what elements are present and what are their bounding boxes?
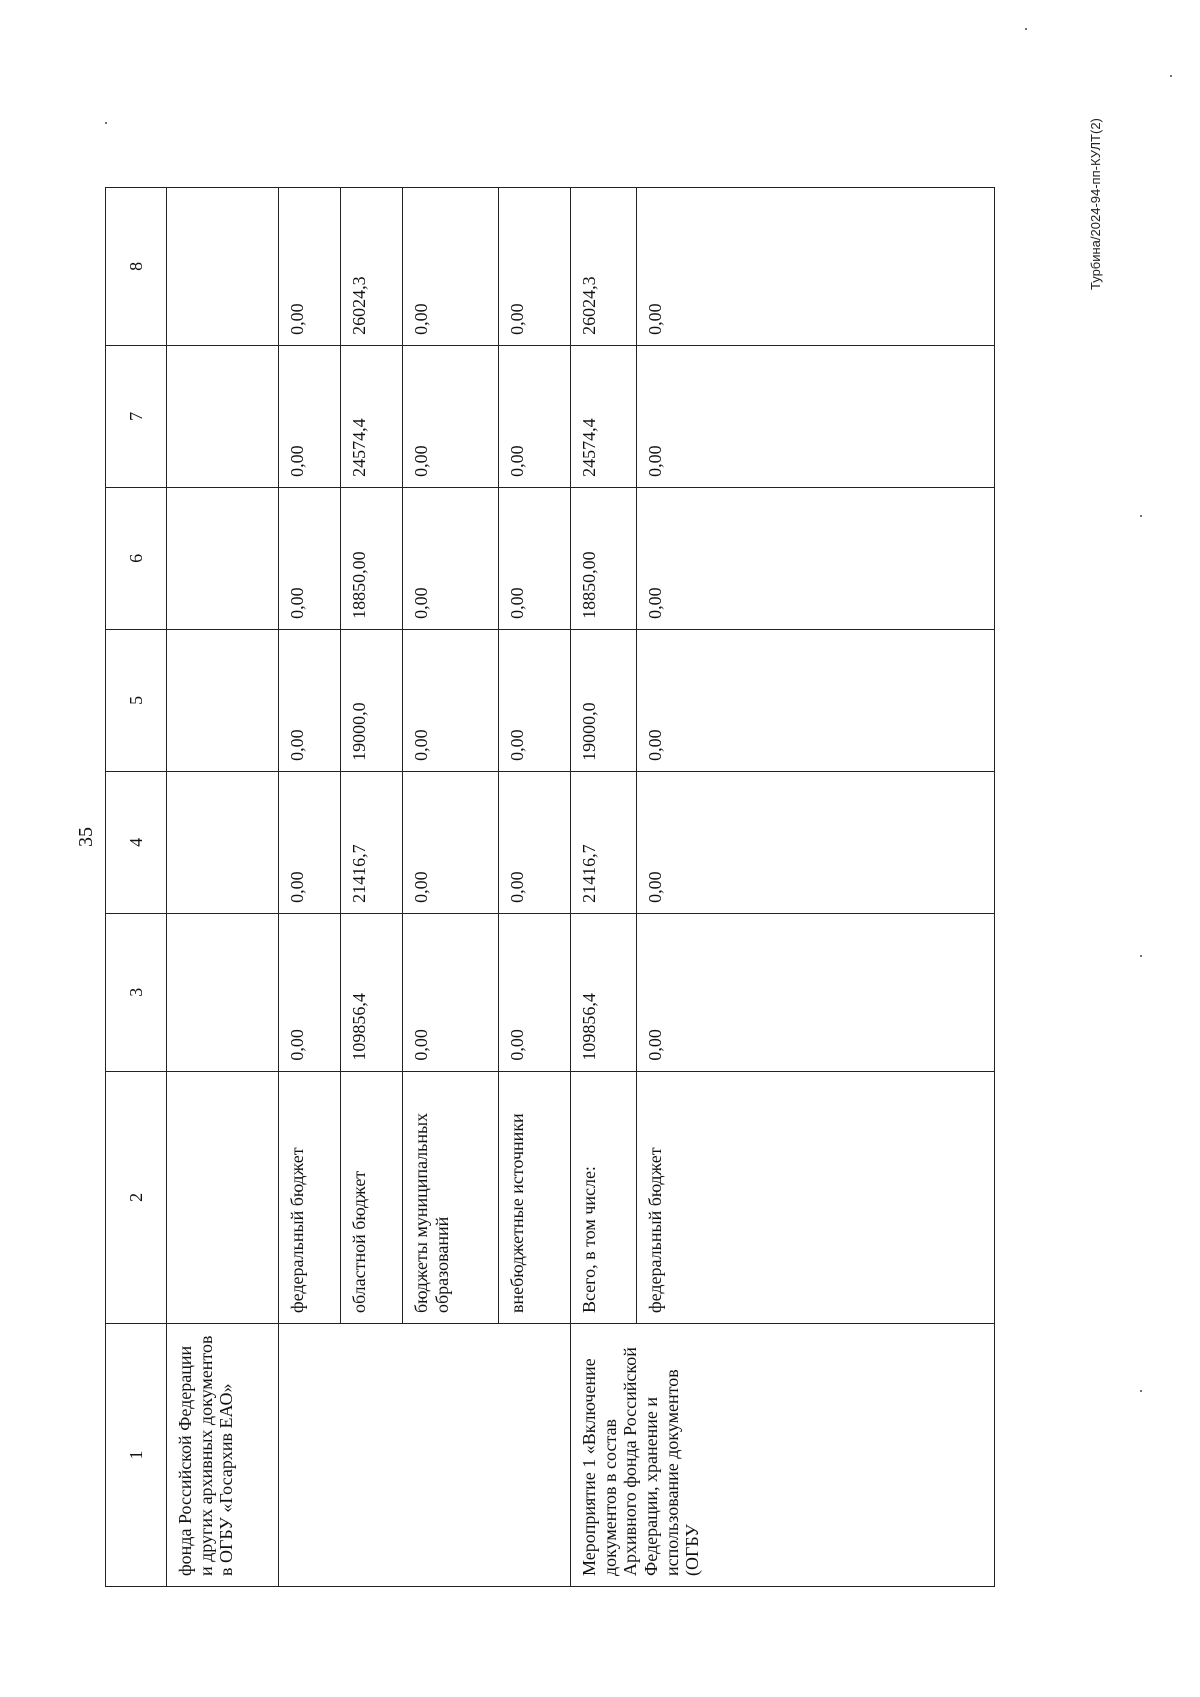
table-cell: 0,00 [279,487,341,629]
table-cell [167,487,279,629]
table-cell: Всего, в том числе: [571,1071,637,1323]
row-title: Мероприятие 1 «Включение документов в состав Архивного фонда Российской Федерации, хранение и использование документов (ОГБУ [571,1324,995,1587]
table-cell: бюджеты муниципальных образований [403,1071,499,1323]
table-cell: 0,00 [279,345,341,487]
table-cell: 109856,4 [571,913,637,1071]
scan-speck [1170,75,1172,77]
table-header-row [106,188,167,1587]
table-cell: 0,00 [499,771,571,913]
table-cell [167,629,279,771]
table-cell: 0,00 [499,345,571,487]
rotated-table-sheet [60,77,1140,1637]
table-cell: 0,00 [499,913,571,1071]
table-row [571,188,637,1587]
table-cell: 19000,0 [341,629,403,771]
table-cell: 19000,0 [571,629,637,771]
table-cell: 24574,4 [571,345,637,487]
table-cell: 0,00 [499,487,571,629]
scan-speck [105,122,107,124]
table-cell: федеральный бюджет [279,1071,341,1323]
table-cell: 26024,3 [341,188,403,346]
column-header: 2 [106,1071,167,1323]
table-cell: 0,00 [279,913,341,1071]
table-cell: 26024,3 [571,188,637,346]
table-cell [167,1071,279,1323]
table-cell: 0,00 [637,629,995,771]
table-row [167,188,279,1587]
table-cell: 0,00 [499,629,571,771]
table-cell: 0,00 [403,345,499,487]
table-cell [167,913,279,1071]
table-cell: 0,00 [499,188,571,346]
table-row [279,188,341,1587]
table-cell: 0,00 [637,913,995,1071]
table-cell: 0,00 [403,913,499,1071]
table-cell: 18850,00 [571,487,637,629]
table-cell [167,188,279,346]
table-cell: 21416,7 [341,771,403,913]
table-cell: 0,00 [403,487,499,629]
scan-speck [1140,1390,1142,1392]
table-cell: 0,00 [403,629,499,771]
row-title [279,1324,571,1587]
table-cell: 0,00 [637,188,995,346]
table-cell: 0,00 [403,188,499,346]
table-cell: внебюджетные источники [499,1071,571,1323]
table-cell: 21416,7 [571,771,637,913]
column-header: 6 [106,487,167,629]
table-cell: федеральный бюджет [637,1071,995,1323]
scan-speck [1140,515,1142,517]
table-cell: 24574,4 [341,345,403,487]
table-cell: 18850,00 [341,487,403,629]
table-cell [167,345,279,487]
table-cell: 0,00 [403,771,499,913]
table-cell: 0,00 [279,188,341,346]
table-cell: 0,00 [279,771,341,913]
scan-speck [1140,955,1142,957]
column-header: 1 [106,1324,167,1587]
table-cell: 0,00 [637,345,995,487]
scan-speck [1025,28,1027,30]
column-header: 7 [106,345,167,487]
column-header: 8 [106,188,167,346]
table-cell: 0,00 [279,629,341,771]
document-stamp: Турбина/2024-94-пп-КУЛТ(2) [1088,118,1103,290]
table-cell [167,771,279,913]
column-header: 5 [106,629,167,771]
table-cell: 109856,4 [341,913,403,1071]
row-title: фонда Российской Федерации и других архивных документов в ОГБУ «Госархив ЕАО» [167,1324,279,1587]
column-header: 4 [106,771,167,913]
table-cell: 0,00 [637,771,995,913]
budget-table [105,187,995,1587]
table-cell: 0,00 [637,487,995,629]
column-header: 3 [106,913,167,1071]
page-number: 35 [75,827,97,847]
table-cell: областной бюджет [341,1071,403,1323]
